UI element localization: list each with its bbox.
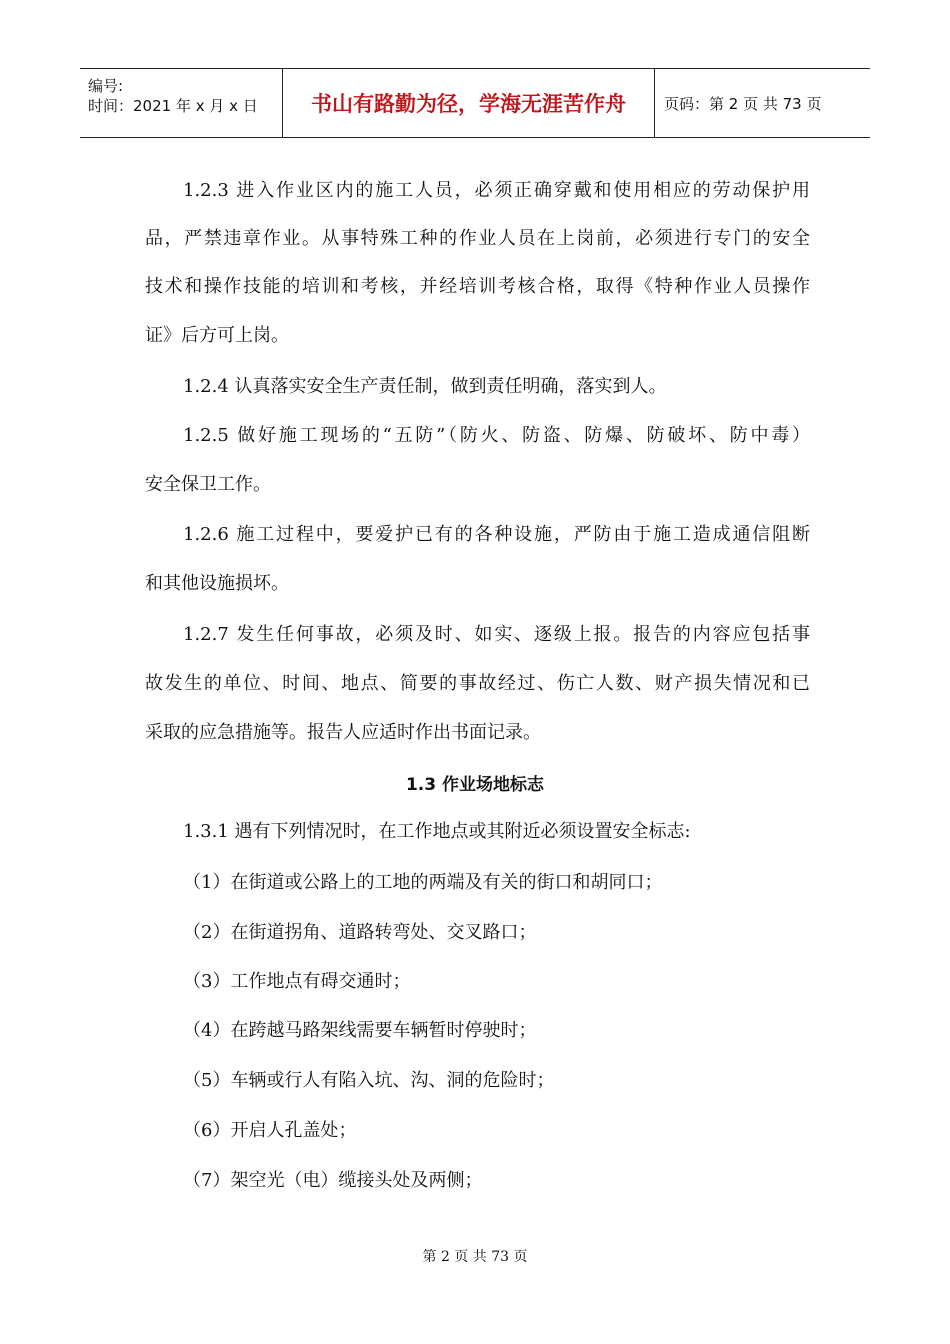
paragraph-line: 品，严禁违章作业。从事特殊工种的作业人员在上岗前，必须进行专门的安全 [145, 228, 810, 249]
list-item: （4）在跨越马路架线需要车辆暂时停驶时； [183, 1020, 537, 1041]
list-item: （3）工作地点有碍交通时； [183, 971, 411, 992]
paragraph-line: 证》后方可上岗。 [145, 325, 289, 346]
paragraph-line: 故发生的单位、时间、地点、简要的事故经过、伤亡人数、财产损失情况和已 [145, 673, 810, 694]
header-meta-cell [80, 69, 283, 137]
page-footer: 第 2 页 共 73 页 [422, 1249, 528, 1265]
list-item: （6）开启人孔盖处； [183, 1120, 357, 1141]
list-item: （2）在街道拐角、道路转弯处、交叉路口； [183, 922, 537, 943]
section-heading: 1.3 作业场地标志 [405, 775, 545, 795]
paragraph-line: 技术和操作技能的培训和考核，并经培训考核合格，取得《特种作业人员操作 [145, 276, 810, 297]
list-item: （5）车辆或行人有陷入坑、沟、洞的危险时； [183, 1070, 555, 1091]
header-page-cell [655, 69, 870, 137]
list-item: （1）在街道或公路上的工地的两端及有关的街口和胡同口； [183, 872, 663, 893]
paragraph-line: 1.2.7 发生任何事故，必须及时、如实、逐级上报。报告的内容应包括事 [183, 624, 810, 645]
header-page-info: 页码：第 2 页 共 73 页 [664, 94, 822, 113]
paragraph-line: 1.2.3 进入作业区内的施工人员，必须正确穿戴和使用相应的劳动保护用 [183, 180, 810, 201]
header-motto: 书山有路勤为径，学海无涯苦作舟 [283, 69, 655, 137]
paragraph-line: 1.2.5 做好施工现场的“五防”（防火、防盗、防爆、防破坏、防中毒） [183, 425, 810, 446]
page-header [80, 68, 870, 138]
document-number-label: 编号: [88, 77, 124, 95]
paragraph-line: 安全保卫工作。 [145, 474, 271, 495]
paragraph-line: 和其他设施损坏。 [145, 573, 289, 594]
paragraph-line: 采取的应急措施等。报告人应适时作出书面记录。 [145, 722, 541, 743]
paragraph-line: 1.2.6 施工过程中，要爱护已有的各种设施，严防由于施工造成通信阻断 [183, 524, 810, 545]
list-item: （7）架空光（电）缆接头处及两侧； [183, 1170, 483, 1191]
paragraph-line: 1.2.4 认真落实安全生产责任制，做到责任明确，落实到人。 [183, 376, 667, 397]
document-date: 时间：2021 年 x 月 x 日 [88, 97, 258, 115]
paragraph-line: 1.3.1 遇有下列情况时，在工作地点或其附近必须设置安全标志: [183, 821, 691, 842]
